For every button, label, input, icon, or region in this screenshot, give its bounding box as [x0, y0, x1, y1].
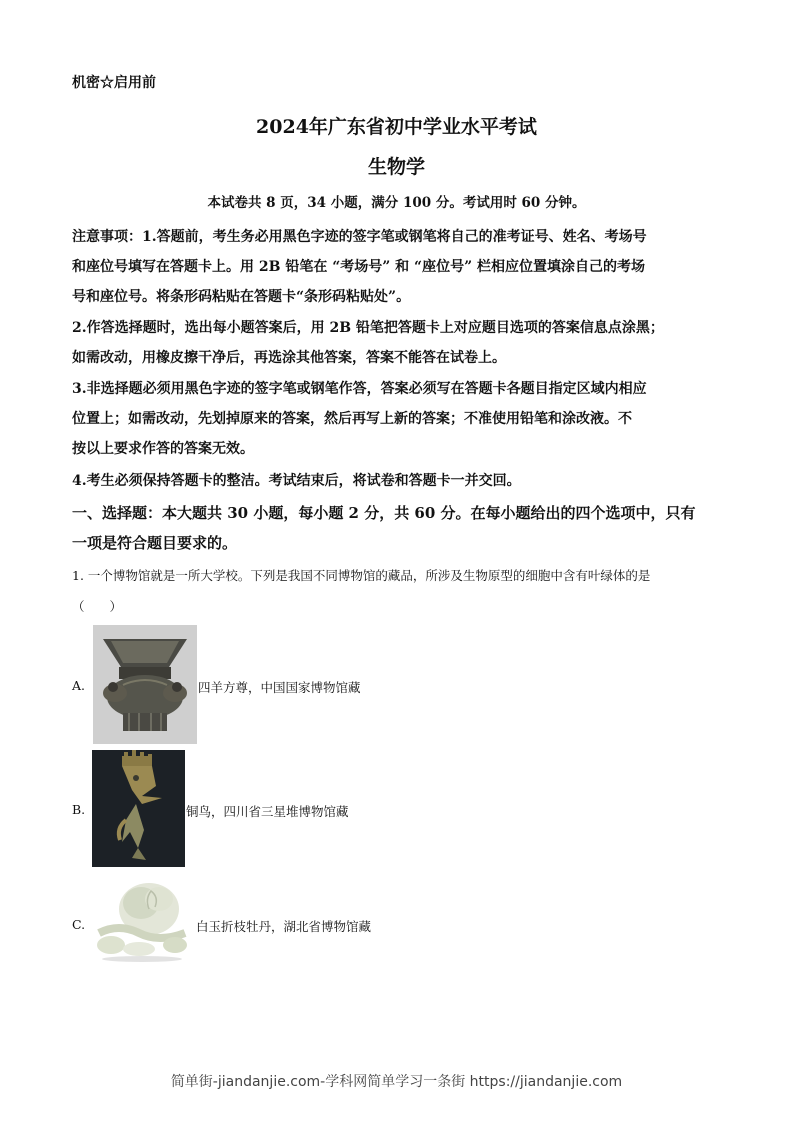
section-heading: [72, 498, 722, 558]
subject-title: 生物学: [367, 156, 425, 178]
bronze-zun-vessel-icon: [93, 625, 197, 744]
question-stem: 1. 一个博物馆就是一所大学校。下列是我国不同博物馆的藏品，所涉及生物原型的细胞中含有叶绿体的是: [72, 568, 651, 583]
instruction-item-2: [72, 313, 722, 373]
option-a-text: 四羊方尊，中国国家博物馆藏: [198, 680, 361, 695]
bronze-bird-icon: [92, 750, 185, 867]
instruction-line: 注意事项：1.答题前，考生务必用黑色字迹的签字笔或钢笔将自己的准考证号、姓名、考场号: [72, 229, 647, 245]
option-b-text: 铜鸟，四川省三星堆博物馆藏: [186, 804, 349, 819]
instruction-item-4: 4.考生必须保持答题卡的整洁。考试结束后，将试卷和答题卡一并交回。: [72, 473, 521, 489]
section-line: 一、选择题：本大题共 30 小题，每小题 2 分，共 60 分。在每小题给出的四个选项中，只有: [72, 504, 696, 522]
footer-watermark: 简单街-jiandanjie.com-学科网简单学习一条街 https://jiandanjie.com: [170, 1074, 623, 1090]
instruction-line: 如需改动，用橡皮擦干净后，再选涂其他答案，答案不能答在试卷上。: [72, 350, 506, 366]
option-c-text: 白玉折枝牡丹，湖北省博物馆藏: [196, 919, 372, 934]
exam-title: 2024年广东省初中学业水平考试: [256, 116, 537, 138]
instruction-item-3: [72, 374, 722, 464]
instruction-line: 位置上；如需改动，先划掉原来的答案，然后再写上新的答案；不准使用铅笔和涂改液。不: [72, 411, 632, 427]
section-line: 一项是符合题目要求的。: [72, 534, 238, 552]
instruction-item-1: [72, 222, 722, 312]
exam-info: 本试卷共 8 页，34 小题，满分 100 分。考试用时 60 分钟。: [207, 195, 586, 211]
instruction-line: 按以上要求作答的答案无效。: [72, 441, 254, 457]
instruction-line: 和座位号填写在答题卡上。用 2B 铅笔在 “考场号” 和 “座位号” 栏相应位置填涂自己的考场: [72, 259, 646, 275]
instruction-line: 2.作答选择题时，选出每小题答案后，用 2B 铅笔把答题卡上对应题目选项的答案信息点涂黑；: [72, 320, 664, 336]
instruction-line: 号和座位号。将条形码粘贴在答题卡“条形码粘贴处”。: [72, 289, 411, 305]
confidential-label: 机密☆启用前: [72, 75, 156, 91]
jade-peony-icon: [89, 875, 195, 963]
option-b-letter: B.: [72, 802, 86, 817]
answer-paren: （ ）: [72, 599, 123, 614]
option-a-letter: A.: [72, 678, 86, 693]
option-c-letter: C.: [72, 917, 86, 932]
instruction-line: 3.非选择题必须用黑色字迹的签字笔或钢笔作答，答案必须写在答题卡各题目指定区域内相应: [72, 381, 647, 397]
